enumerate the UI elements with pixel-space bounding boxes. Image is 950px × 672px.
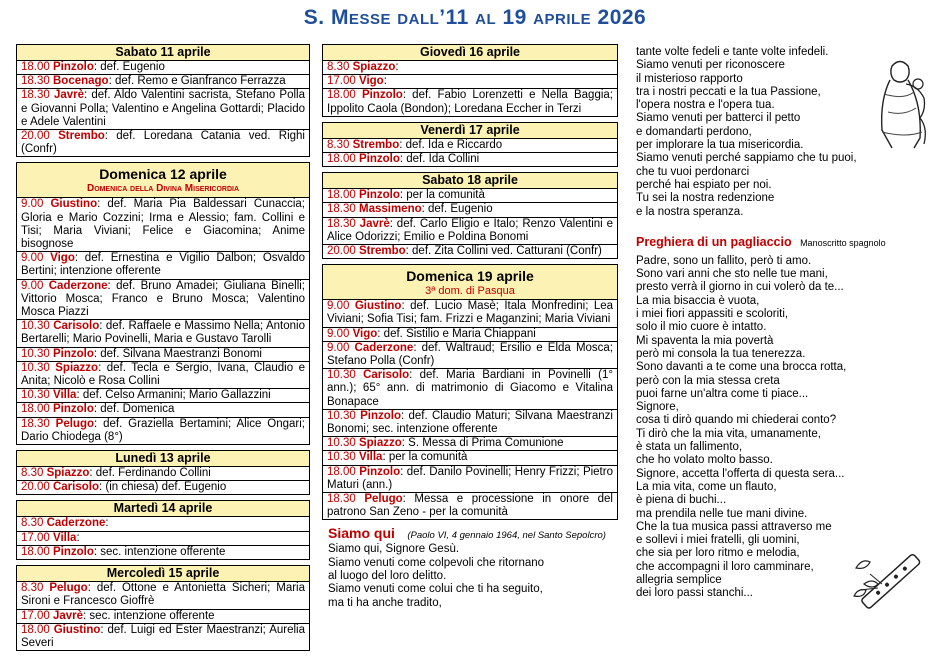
- mass-intention: : def. Maria Bardiani in Povinelli (1° ann.); 65° ann. di matrimonio di Giacomo e Vitalina Bonapace: [327, 369, 613, 408]
- day-header: Venerdì 17 aprile: [323, 123, 617, 139]
- poem-line: Siamo qui, Signore Gesù.: [328, 543, 460, 556]
- mass-entry: [17, 320, 309, 347]
- mass-place: Carisolo: [53, 320, 100, 333]
- mass-place: Caderzone: [354, 341, 414, 354]
- mass-time: 8.30: [327, 61, 353, 73]
- poem-line: per implorare la tua misericordia.: [636, 139, 804, 152]
- mass-intention: : def. Tecla e Sergio, Ivana, Claudio e Anita; Nicolò e Rosa Collini: [21, 361, 305, 388]
- mass-time: 18.00: [327, 465, 360, 478]
- mass-entry: [323, 203, 617, 217]
- mass-intention: : def. Maria Pia Baldessari Cunaccia; Gloria e Mario Cozzini; Irma e Alessio; fam. Collini e Tisi; Maria Viviani; Felice e Giacomina; Anime bisognose: [21, 198, 306, 251]
- prayer-line: ma prendila nelle tue mani divine.: [636, 507, 808, 520]
- mass-time: 10.30: [21, 389, 53, 402]
- mass-place: Pinzolo: [360, 409, 401, 422]
- day-box-dom19: [322, 264, 618, 520]
- day-box-mer15: [16, 565, 310, 651]
- mass-place: Pinzolo: [52, 61, 94, 73]
- mass-intention: :: [383, 75, 387, 88]
- prayer-line: e sollevi i miei fratelli, gli uomini,: [636, 534, 800, 547]
- mass-place: Bocenago: [52, 75, 109, 88]
- prayer-source-note: Manoscritto spagnolo: [800, 237, 886, 248]
- mass-entry: [17, 624, 309, 650]
- mass-entry: [323, 218, 617, 245]
- mass-intention: : def. Silvana Maestranzi Bonomi: [93, 347, 262, 360]
- mass-time: 18.00: [327, 89, 362, 102]
- day-subtitle: Domenica della Divina Misericordia: [86, 183, 240, 195]
- prayer-line: Mi spaventa la mia povertà: [636, 334, 774, 347]
- mass-intention: :: [105, 517, 109, 530]
- mass-time: 18.30: [21, 417, 56, 430]
- mass-entry: [323, 466, 617, 493]
- mass-place: Giustino: [50, 198, 98, 211]
- mass-intention: : sec. intenzione offerente: [83, 609, 215, 622]
- day-header: Sabato 11 aprile: [17, 45, 309, 61]
- mass-entry: [323, 75, 617, 89]
- mass-time: 9.00: [327, 300, 355, 313]
- prayer-line: i miei fiori appassiti e scoloriti,: [636, 308, 789, 321]
- mass-intention: : def. Ernestina e Vigilio Dalbon; Osvaldo Bertini; intenzione offerente: [21, 252, 306, 278]
- mass-intention: : per la comunità: [399, 189, 485, 202]
- mass-entry: [323, 369, 617, 410]
- mass-time: 18.30: [327, 217, 360, 230]
- mass-intention: : def. Sistilio e Maria Chiappani: [377, 327, 536, 340]
- prayer-line: cosa ti dirò quando mi chiederai conto?: [636, 414, 837, 427]
- day-header: Lunedì 13 aprile: [17, 451, 309, 467]
- poem-line: tante volte fedeli e tante volte infedeli.: [636, 46, 829, 58]
- mass-entry: [323, 139, 617, 153]
- poem-line: Siamo venuti per riconoscere: [636, 59, 785, 72]
- mass-entry: [17, 517, 309, 531]
- mass-time: 18.00: [327, 153, 359, 166]
- mass-place: Spiazzo: [352, 61, 396, 73]
- mass-place: Vigo: [358, 75, 384, 88]
- mass-entry: [323, 451, 617, 465]
- mass-place: Vigo: [352, 327, 378, 340]
- day-box-sab18: [322, 172, 618, 259]
- mass-place: Villa: [52, 389, 77, 402]
- poem-line: Siamo venuti perché sappiamo che tu puoi,: [636, 152, 857, 165]
- mass-entry: [17, 252, 309, 279]
- mass-place: Massimeno: [358, 203, 422, 216]
- prayer-line: che sia per loro ritmo e melodia,: [636, 547, 800, 560]
- prayer-heading: [636, 233, 936, 251]
- mass-place: Pinzolo: [361, 89, 403, 102]
- page-title: S. Messe dall’11 al 19 aprile 2026: [303, 6, 647, 29]
- prayer-line: dei loro passi stanchi...: [636, 587, 753, 600]
- mass-entry: [323, 153, 617, 166]
- prayer-title: Preghiera di un pagliaccio: [636, 234, 792, 249]
- mass-intention: : Messa e processione in onore del patrono San Zeno - per la comunità: [327, 493, 613, 519]
- mass-place: Pinzolo: [358, 153, 400, 166]
- prayer-line: presto verrà il giorno in cui volerò da te...: [636, 281, 844, 294]
- day-header: [17, 163, 309, 198]
- poem-line: l'opera nostra e l'opera tua.: [636, 99, 775, 112]
- mass-intention: : def. Zita Collini ved. Catturani (Confr): [405, 245, 602, 258]
- day-box-ven17: [322, 122, 618, 167]
- mass-intention: : def. Waltraud; Ersilio e Elda Mosca; Stefano Polla (Confr): [327, 341, 614, 368]
- mass-intention: : def. Domenica: [93, 403, 175, 416]
- day-header: Sabato 18 aprile: [323, 173, 617, 189]
- mass-entry: [17, 348, 309, 362]
- prayer-line: Che la tua musica passi attraverso me: [636, 520, 832, 533]
- mass-intention: : def. Eugenio: [93, 61, 165, 73]
- mass-time: 18.00: [21, 623, 54, 636]
- mass-time: 10.30: [327, 369, 364, 382]
- mass-entry: [17, 532, 309, 546]
- mass-time: 10.30: [327, 437, 359, 450]
- poem-source-note: (Paolo VI, 4 gennaio 1964, nel Santo Sepolcro): [407, 530, 606, 542]
- poem-line: Siamo venuti per batterci il petto: [636, 112, 801, 125]
- poem-line: il misterioso rapporto: [636, 72, 743, 85]
- mass-time: 8.30: [327, 138, 353, 151]
- mass-intention: : def. Eugenio: [421, 203, 493, 216]
- mass-entry: [17, 61, 309, 75]
- mass-place: Pinzolo: [52, 347, 94, 360]
- mass-time: 9.00: [21, 198, 51, 211]
- mass-intention: : def. Claudio Maturi; Silvana Maestranzi Bonomi; sec. intenzione offerente: [327, 409, 613, 436]
- poem-line: perché hai espiato per noi.: [636, 178, 772, 191]
- mass-time: 18.30: [327, 203, 359, 216]
- mass-time: 8.30: [21, 517, 47, 530]
- mass-entry: [17, 198, 309, 252]
- poem-line: Siamo venuti come colpevoli che ritornano: [328, 556, 545, 569]
- prayer-line: che ho volato molto basso.: [636, 454, 773, 467]
- poem-lines: [328, 543, 618, 609]
- mass-entry: [17, 546, 309, 559]
- mass-place: Caderzone: [48, 279, 108, 292]
- mass-entry: [323, 410, 617, 437]
- mass-time: 10.30: [21, 361, 56, 374]
- mass-time: 18.30: [21, 89, 54, 102]
- mass-entry: [323, 437, 617, 451]
- mass-time: 9.00: [327, 341, 355, 354]
- poem-title: Siamo qui: [328, 525, 395, 542]
- mass-intention: : def. Ferdinando Collini: [89, 467, 211, 480]
- mass-entry: [323, 342, 617, 369]
- mass-time: 10.30: [327, 451, 359, 464]
- mass-intention: : def. Raffaele e Massimo Nella; Antonio Bertarelli; Mario Povinelli, Maria e Gustavo Tarolli: [21, 320, 305, 346]
- mass-intention: : def. Graziella Bertamini; Alice Ongari; Dario Chiodega (8°): [21, 417, 305, 443]
- mass-place: Pinzolo: [52, 403, 94, 416]
- prayer-line: Ti dirò che la mia vita, umanamente,: [636, 427, 821, 440]
- mass-place: Pelugo: [55, 417, 95, 430]
- poem-line: ma ti ha anche tradito,: [328, 596, 442, 609]
- mass-place: Strembo: [358, 245, 406, 258]
- mass-place: Villa: [358, 451, 383, 464]
- prayer-line: puoi farne un'altra come ti piace...: [636, 387, 809, 400]
- mass-intention: :: [395, 61, 399, 73]
- mass-intention: : def. Bruno Amadei; Giuliana Binelli; Vittorio Mosca; Franco e Bruno Mosca; Valentino Mosca Piazzi: [21, 279, 306, 319]
- poem-line: e domandarti perdono,: [636, 125, 752, 138]
- mass-entry: [17, 130, 309, 156]
- mass-entry: [323, 300, 617, 327]
- mass-place: Javrè: [359, 217, 390, 230]
- mass-time: 8.30: [21, 467, 47, 480]
- mass-place: Carisolo: [363, 369, 410, 382]
- mass-intention: : def. Loredana Catania ved. Righi (Confr): [21, 130, 305, 156]
- flute-flower-illustration: [850, 538, 930, 620]
- mass-place: Carisolo: [52, 481, 99, 494]
- mass-time: 8.30: [21, 582, 50, 595]
- mass-entry: [17, 362, 309, 389]
- mass-time: 17.00: [21, 609, 53, 622]
- mass-place: Strembo: [352, 138, 400, 151]
- mass-entry: [323, 89, 617, 115]
- mass-entry: [323, 328, 617, 342]
- mass-intention: : def. Danilo Povinelli; Henry Frizzi; Pietro Maturi (ann.): [327, 465, 613, 491]
- mass-time: 17.00: [327, 75, 359, 88]
- mass-intention: : def. Ida e Riccardo: [399, 138, 503, 151]
- mass-entry: [17, 75, 309, 89]
- poem-line: al luogo del loro delitto.: [328, 570, 447, 583]
- mass-intention: : def. Fabio Lorenzetti e Nella Baggia; Ippolito Caola (Bondon); Loredana Eccher in Terzi: [327, 89, 613, 115]
- prayer-line: che accompagni il loro camminare,: [636, 560, 814, 573]
- mass-entry: [17, 403, 309, 417]
- day-box-mar14: [16, 500, 310, 560]
- mass-place: Pinzolo: [358, 189, 400, 202]
- mass-entry: [323, 61, 617, 75]
- prayer-line: però mi consola la tua tenerezza.: [636, 347, 806, 360]
- mass-place: Pinzolo: [359, 465, 401, 478]
- mass-intention: : def. Aldo Valentini sacrista, Stefano Polla e Giovanni Polla; Valentino e Angelina Gottardi; Placido e Adele Valentini: [21, 89, 305, 128]
- mass-entry: [17, 280, 309, 321]
- mass-place: Giustino: [354, 300, 402, 313]
- mass-intention: : per la comunità: [382, 451, 468, 464]
- mass-intention: : def. Ida Collini: [399, 153, 480, 166]
- mass-place: Strembo: [58, 130, 105, 143]
- mass-place: Villa: [52, 531, 77, 544]
- mass-time: 17.00: [21, 531, 53, 544]
- mass-time: 10.30: [327, 409, 361, 422]
- mass-time: 9.00: [21, 279, 49, 292]
- mass-time: 18.00: [21, 545, 53, 558]
- mass-time: 10.30: [21, 347, 53, 360]
- mass-intention: : (in chiesa) def. Eugenio: [99, 481, 227, 494]
- day-subtitle: 3ª dom. di Pasqua: [425, 285, 515, 298]
- prayer-line: Sono vari anni che sto nelle tue mani,: [636, 268, 828, 281]
- mass-intention: : S. Messa di Prima Comunione: [401, 437, 564, 450]
- day-title: Domenica 12 aprile: [99, 166, 227, 183]
- prayer-line: allegria semplice: [636, 573, 722, 586]
- day-box-sab11: [16, 44, 310, 157]
- prayer-line: però con la mia stessa creta: [636, 374, 780, 387]
- mass-entry: [17, 582, 309, 609]
- day-header: Giovedì 16 aprile: [323, 45, 617, 61]
- poem-line: tra i nostri peccati e la tua Passione,: [636, 85, 821, 98]
- prayer-line: Padre, sono un fallito, però ti amo.: [636, 254, 812, 267]
- mass-intention: : sec. intenzione offerente: [93, 545, 226, 558]
- mass-entry: [17, 418, 309, 444]
- day-title: Domenica 19 aprile: [406, 268, 534, 285]
- mass-entry: [17, 481, 309, 494]
- column-middle: [322, 44, 618, 610]
- mass-place: Pelugo: [49, 582, 88, 595]
- prayer-line: solo il mio cuore è intatto.: [636, 321, 767, 334]
- poem-line: e la nostra speranza.: [636, 205, 744, 218]
- column-right: [636, 46, 936, 601]
- day-header: Martedì 14 aprile: [17, 501, 309, 517]
- day-box-gio16: [322, 44, 618, 117]
- mass-place: Spiazzo: [358, 437, 402, 450]
- mass-place: Spiazzo: [55, 361, 99, 374]
- mass-time: 20.00: [21, 481, 53, 494]
- mass-time: 18.00: [21, 61, 53, 73]
- mass-time: 20.00: [327, 245, 359, 258]
- mass-place: Giustino: [53, 623, 101, 636]
- prayer-line: La mia bisaccia è vuota,: [636, 294, 760, 307]
- day-header: Mercoledì 15 aprile: [17, 566, 309, 582]
- column-left: [16, 44, 310, 656]
- mass-intention: : def. Celso Armanini; Mario Gallazzini: [76, 389, 271, 402]
- mass-entry: [323, 189, 617, 203]
- poem-line: Tu sei la nostra redenzione: [636, 192, 775, 205]
- prayer-line: Signore,: [636, 401, 679, 414]
- day-box-lun13: [16, 450, 310, 495]
- mass-entry: [17, 610, 309, 624]
- poem-line: che tu vuoi perdonarci: [636, 165, 750, 178]
- mass-intention: : def. Lucio Masè; Itala Monfredini; Lea Viviani; Sofia Tisi; fam. Frizzi e Maganzini; Maria Viviani: [327, 300, 613, 326]
- mass-place: Vigo: [50, 252, 75, 265]
- mass-time: 9.00: [327, 327, 353, 340]
- day-box-dom12: [16, 162, 310, 445]
- prayer-line: Sono davanti a te come una brocca rotta,: [636, 361, 847, 374]
- prayer-line: è piena di buchi...: [636, 494, 727, 507]
- siamo-qui-poem: [322, 525, 618, 609]
- mass-place: Spiazzo: [46, 467, 90, 480]
- poem-line: Siamo venuti come colui che ti ha seguito,: [328, 583, 543, 596]
- prayer-line: La mia vita, come un flauto,: [636, 480, 777, 493]
- day-header: [323, 265, 617, 300]
- mass-entry: [323, 493, 617, 519]
- mass-intention: : def. Remo e Gianfranco Ferrazza: [108, 75, 286, 88]
- mass-intention: :: [76, 531, 80, 544]
- mass-place: Pelugo: [364, 493, 403, 506]
- mass-entry: [323, 245, 617, 258]
- mass-place: Javrè: [52, 609, 84, 622]
- mass-place: Caderzone: [46, 517, 106, 530]
- mass-entry: [17, 467, 309, 481]
- mass-place: Javrè: [53, 89, 84, 102]
- jesus-embrace-illustration: [862, 54, 936, 150]
- mass-time: 9.00: [21, 252, 51, 265]
- mass-entry: [17, 89, 309, 130]
- mass-time: 20.00: [21, 130, 59, 143]
- mass-intention: : def. Luigi ed Ester Maestranzi; Aurelia Severi: [21, 623, 305, 649]
- mass-intention: : def. Ottone e Antonietta Sicheri; Maria Sironi e Francesco Gioffrè: [21, 582, 305, 608]
- mass-place: Pinzolo: [52, 545, 94, 558]
- mass-intention: : def. Carlo Eligio e Italo; Renzo Valentini e Alice Odorizzi; Emilio e Poldina Bonomi: [327, 217, 613, 243]
- mass-entry: [17, 389, 309, 403]
- prayer-line: è stata un fallimento,: [636, 441, 743, 454]
- mass-time: 18.30: [327, 493, 365, 506]
- mass-time: 18.00: [327, 189, 359, 202]
- mass-time: 18.00: [21, 403, 53, 416]
- mass-time: 18.30: [21, 75, 53, 88]
- prayer-line: Signore, accetta l'offerta di questa sera...: [636, 467, 845, 480]
- mass-time: 10.30: [21, 320, 54, 333]
